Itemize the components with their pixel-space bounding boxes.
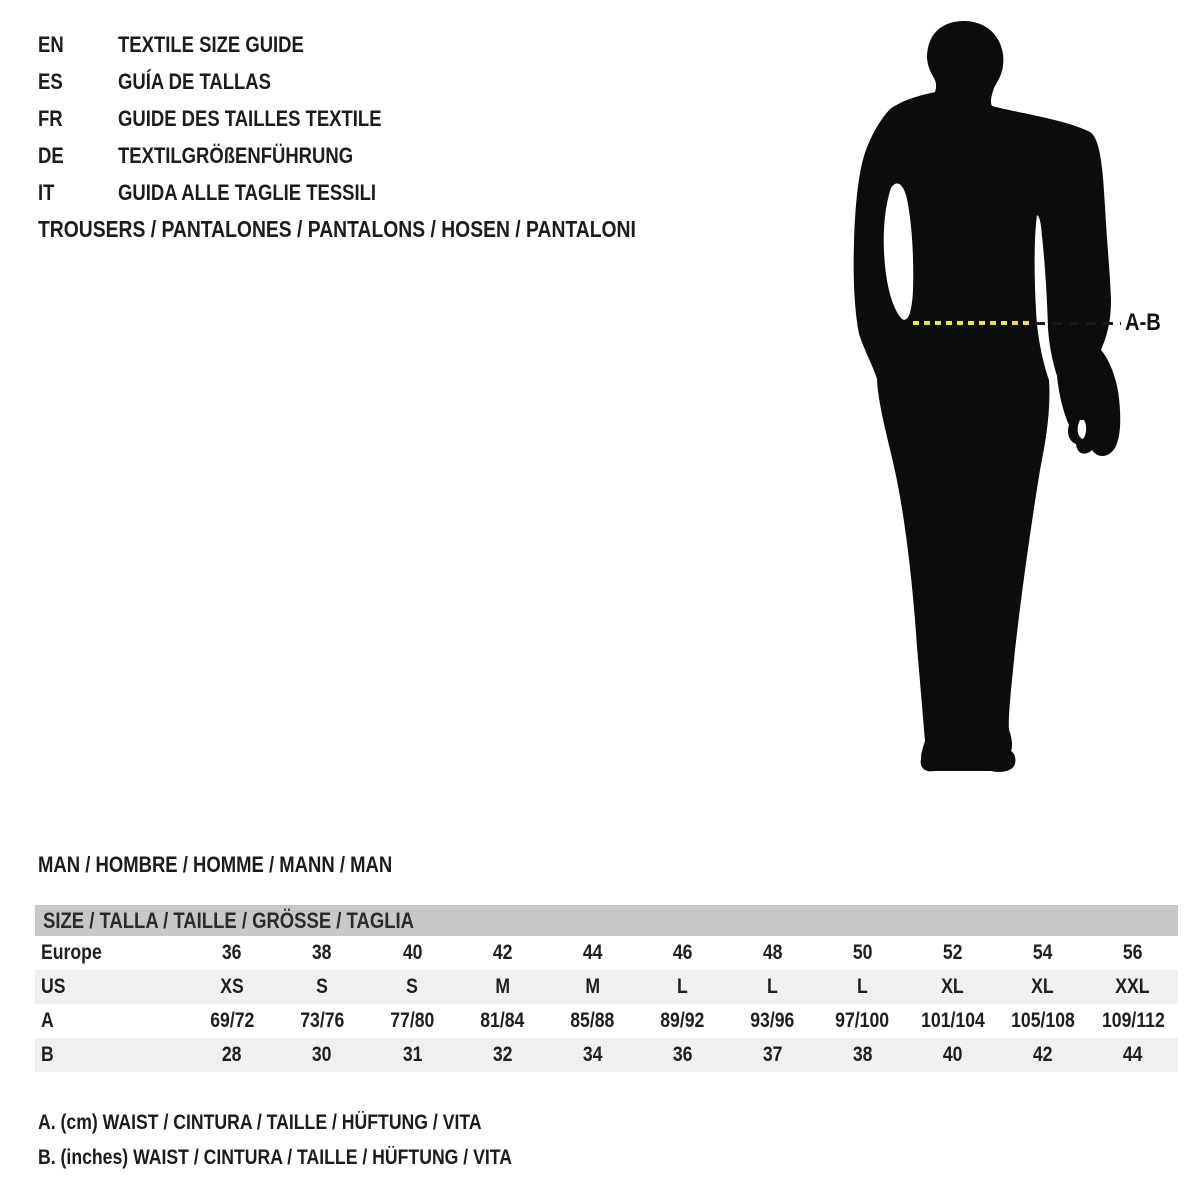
size-cell: 37: [727, 1038, 817, 1072]
size-cell: 77/80: [390, 1009, 435, 1032]
row-label: B: [35, 1038, 187, 1072]
size-cell: 32: [457, 1038, 547, 1072]
section-title-man: MAN / HOMBRE / HOMME / MANN / MAN: [38, 852, 393, 877]
language-list: [38, 26, 432, 211]
size-cell: XL: [998, 970, 1088, 1004]
size-cell: M: [457, 970, 547, 1004]
size-cell: 89/92: [660, 1009, 705, 1032]
row-label: A: [41, 1009, 54, 1032]
size-cell: XS: [187, 970, 277, 1004]
size-cell: 31: [367, 1038, 457, 1072]
language-label: TEXTILGRÖßENFÜHRUNG: [118, 142, 354, 168]
waist-measure-dotted-line-icon: [913, 321, 1031, 325]
table-row-b-inches: [35, 1038, 1178, 1072]
language-label: GUÍA DE TALLAS: [118, 68, 271, 94]
language-row: [38, 100, 432, 137]
size-cell: 40: [402, 941, 423, 964]
footnote-a: A. (cm) WAIST / CINTURA / TAILLE / HÜFTUNG / VITA: [38, 1110, 482, 1134]
size-cell: 30: [277, 1038, 367, 1072]
category-title: TROUSERS / PANTALONES / PANTALONS / HOSEN / PANTALONI: [38, 216, 636, 242]
language-code: FR: [38, 105, 63, 131]
size-cell: 69/72: [209, 1009, 255, 1032]
size-cell: 73/76: [300, 1009, 345, 1032]
language-row: [38, 63, 432, 100]
size-cell: 46: [672, 941, 693, 964]
size-cell: 101/104: [920, 1009, 985, 1032]
language-row: [38, 137, 432, 174]
table-row-us: [35, 970, 1178, 1004]
size-cell: S: [277, 970, 367, 1004]
size-cell: XL: [908, 970, 998, 1004]
size-cell: L: [637, 970, 727, 1004]
language-code: ES: [38, 68, 63, 94]
size-cell: 109/112: [1101, 1009, 1165, 1032]
size-cell: S: [367, 970, 457, 1004]
size-figure: [828, 18, 1200, 788]
language-code: IT: [38, 179, 55, 205]
table-row-a-cm: [35, 1004, 1178, 1038]
row-label: US: [35, 970, 187, 1004]
row-label: Europe: [41, 941, 102, 964]
size-cell: L: [727, 970, 817, 1004]
table-row-europe: [35, 936, 1178, 970]
size-cell: M: [547, 970, 637, 1004]
size-cell: 28: [187, 1038, 277, 1072]
language-code: EN: [38, 31, 64, 57]
man-silhouette-icon: [828, 18, 1168, 788]
size-table-header-cell: [35, 905, 1178, 936]
size-cell: L: [818, 970, 908, 1004]
size-cell: 42: [492, 941, 513, 964]
size-table-header-row: [35, 905, 1178, 936]
language-row: [38, 26, 432, 63]
size-cell: 48: [762, 941, 783, 964]
size-cell: 36: [637, 1038, 727, 1072]
language-row: [38, 174, 432, 211]
size-cell: 40: [908, 1038, 998, 1072]
footnote-b: B. (inches) WAIST / CINTURA / TAILLE / HÜFTUNG / VITA: [38, 1145, 512, 1169]
size-cell: XXL: [1088, 970, 1178, 1004]
language-code: DE: [38, 142, 64, 168]
waist-measure-dashed-line-icon: [1035, 322, 1121, 325]
size-cell: 93/96: [750, 1009, 795, 1032]
size-cell: 44: [582, 941, 603, 964]
language-label: GUIDA ALLE TAGLIE TESSILI: [118, 179, 377, 205]
size-cell: 81/84: [480, 1009, 525, 1032]
size-cell: 42: [998, 1038, 1088, 1072]
language-label: TEXTILE SIZE GUIDE: [118, 31, 304, 57]
size-cell: 38: [312, 941, 332, 964]
size-cell: 105/108: [1010, 1009, 1075, 1032]
size-cell: 50: [852, 941, 873, 964]
waist-measure-label: A-B: [1125, 309, 1161, 336]
size-cell: 38: [818, 1038, 908, 1072]
size-cell: 36: [222, 941, 242, 964]
size-table-header: SIZE / TALLA / TAILLE / GRÖSSE / TAGLIA: [43, 907, 414, 933]
size-cell: 54: [1032, 941, 1053, 964]
size-cell: 44: [1088, 1038, 1178, 1072]
footnotes: [38, 1105, 602, 1175]
language-label: GUIDE DES TAILLES TEXTILE: [118, 105, 382, 131]
size-cell: 56: [1123, 941, 1143, 964]
size-cell: 97/100: [835, 1009, 890, 1032]
size-table: [35, 905, 1178, 1072]
size-cell: 85/88: [570, 1009, 615, 1032]
size-cell: 34: [547, 1038, 637, 1072]
size-cell: 52: [942, 941, 963, 964]
